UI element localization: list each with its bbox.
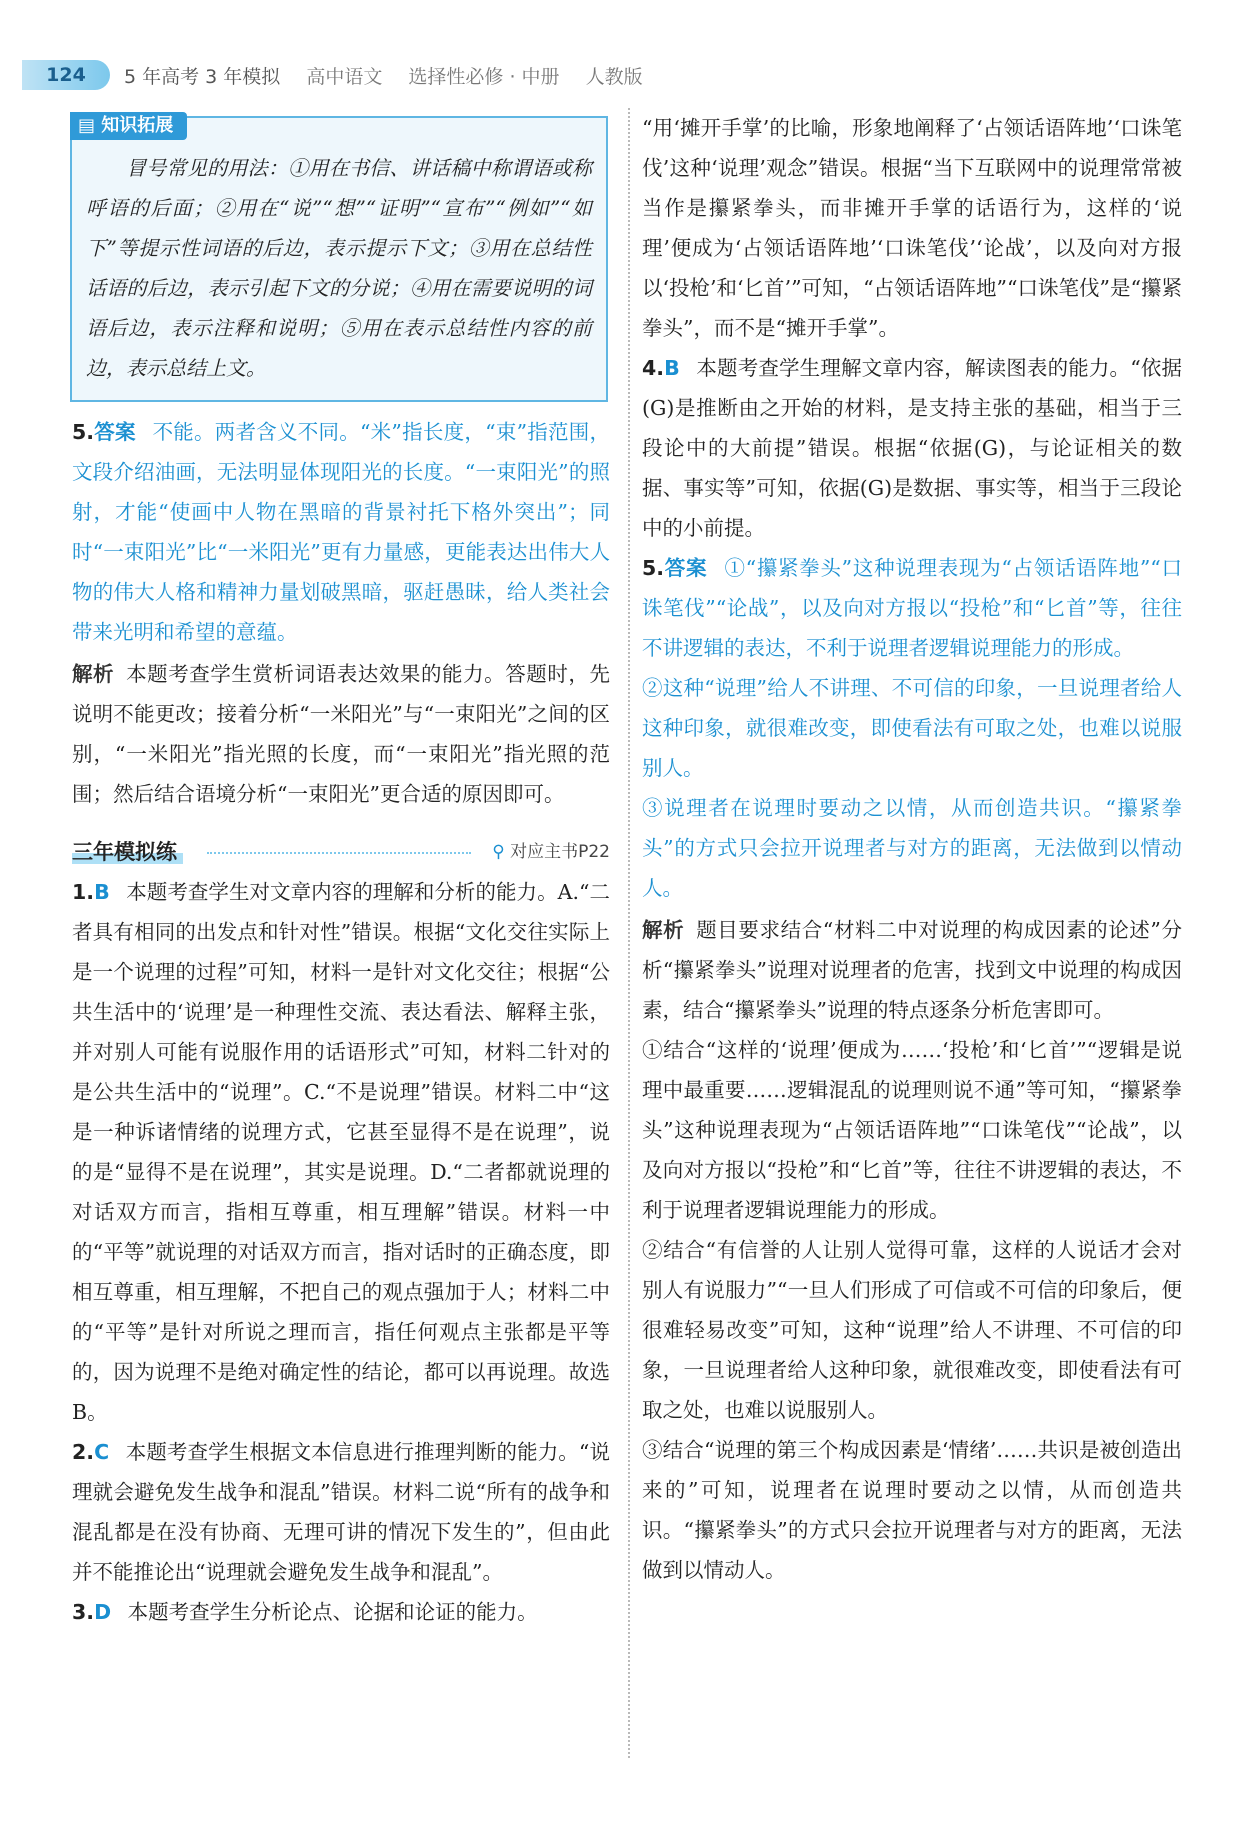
q2-answer: C xyxy=(94,1440,110,1464)
header-subject: 高中语文 xyxy=(306,66,383,88)
q4-answer: B xyxy=(664,356,680,380)
knowledge-box xyxy=(70,116,608,402)
q4-number: 4. xyxy=(642,356,665,380)
page-header xyxy=(0,58,1250,94)
q4-text: 本题考查学生理解文章内容，解读图表的能力。“依据(G)是推断由之开始的材料，是支持主张的基础，相当于三段论中的大前提”错误。根据“依据(G)，与论证相关的数据、事实等”可知，依据(G)是数据、事实等，相当于三段论中的小前提。 xyxy=(642,356,1182,540)
q5b-analysis-label: 解析 xyxy=(642,918,685,942)
column-divider xyxy=(628,108,630,1758)
q5-answer-label: 答案 xyxy=(94,420,136,444)
q2-number: 2. xyxy=(72,1440,95,1464)
book-icon: ▤ xyxy=(78,115,96,136)
section-ref-text: 对应主书P22 xyxy=(510,842,610,862)
magnifier-icon: ⚲ xyxy=(492,842,505,862)
q5-answer-block xyxy=(72,412,610,814)
q5-analysis-label: 解析 xyxy=(72,662,115,686)
knowledge-tag-label: 知识拓展 xyxy=(101,115,174,136)
section-title: 三年模拟练 xyxy=(72,840,183,864)
q5-answer-text: 不能。两者含义不同。“米”指长度，“束”指范围，文段介绍油画，无法明显体现阳光的长度。“一束阳光”的照射，才能“使画中人物在黑暗的背景衬托下格外突出”；同时“一束阳光”比“一米阳光”更有力量感，更能表达出伟大人物的伟大人格和精神力量划破黑暗，驱赶愚昧，给人类社会带来光明和希望的意蕴。 xyxy=(72,420,611,644)
q2-text: 本题考查学生根据文本信息进行推理判断的能力。“说理就会避免发生战争和混乱”错误。材料二说“所有的战争和混乱都是在没有协商、无理可讲的情况下发生的”，但由此并不能推论出“说理就会避免发生战争和混乱”。 xyxy=(72,1440,610,1584)
q1-block xyxy=(72,872,610,1432)
header-book: 选择性必修 · 中册 xyxy=(408,66,560,88)
section-title-bar xyxy=(72,832,610,872)
left-column xyxy=(72,108,610,1632)
header-edition: 人教版 xyxy=(585,66,643,88)
q3-continued-text: “用‘摊开手掌’的比喻，形象地阐释了‘占领话语阵地’‘口诛笔伐’这种‘说理’观念”错误。根据“当下互联网中的说理常常被当作是攥紧拳头，而非摊开手掌的话语行为，这样的‘说理’便成为‘占领话语阵地’‘口诛笔伐’‘论战’，以及向对方报以‘投枪’和‘匕首’”可知，“占领话语阵地”“口诛笔伐”是“攥紧拳头”，而不是“摊开手掌”。 xyxy=(642,116,1182,340)
q5b-analysis-2: ②结合“有信誉的人让别人觉得可靠，这样的人说话才会对别人有说服力”“一旦人们形成了可信或不可信的印象后，便很难轻易改变”可知，这种“说理”给人不讲理、不可信的印象，一旦说理者给人这种印象，就很难改变，即使看法有可取之处，也难以说服别人。 xyxy=(642,1238,1182,1422)
header-brand: 5 年高考 3 年模拟 xyxy=(124,66,281,88)
q5b-analysis-text: 题目要求结合“材料二中对说理的构成因素的论述”分析“攥紧拳头”说理对说理者的危害，找到文中说理的构成因素，结合“攥紧拳头”说理的特点逐条分析危害即可。 xyxy=(642,918,1182,1022)
q1-answer: B xyxy=(94,880,110,904)
knowledge-text: 冒号常见的用法：①用在书信、讲话稿中称谓语或称呼语的后面；②用在“说”“想”“证明”“宣布”“例如”“如下”等提示性词语的后边，表示提示下文；③用在总结性话语的后边，表示引起下文的分说；④用在需要说明的词语后边，表示注释和说明；⑤用在表示总结性内容的前边，表示总结上文。 xyxy=(86,156,592,380)
q5-analysis-text: 本题考查学生赏析词语表达效果的能力。答题时，先说明不能更改；接着分析“一米阳光”与“一束阳光”之间的区别，“一米阳光”指光照的长度，而“一束阳光”指光照的范围；然后结合语境分析“一束阳光”更合适的原因即可。 xyxy=(72,662,610,806)
q5b-analysis-3: ③结合“说理的第三个构成因素是‘情绪’……共识是被创造出来的”可知，说理者在说理时要动之以情，从而创造共识。“攥紧拳头”的方式只会拉开说理者与对方的距离，无法做到以情动人。 xyxy=(642,1438,1182,1582)
q3-text: 本题考查学生分析论点、论据和论证的能力。 xyxy=(127,1600,538,1624)
section-ref xyxy=(492,832,610,872)
q3-block xyxy=(72,1592,610,1632)
q5b-answer-label: 答案 xyxy=(664,556,708,580)
q5b-answer-1: ①“攥紧拳头”这种说理表现为“占领话语阵地”“口诛笔伐”“论战”，以及向对方报以“投枪”和“匕首”等，往往不讲逻辑的表达，不利于说理者逻辑说理能力的形成。 xyxy=(642,556,1182,660)
knowledge-tag xyxy=(70,112,187,140)
q3-number: 3. xyxy=(72,1600,95,1624)
q5b-block xyxy=(642,548,1182,1590)
section-divider xyxy=(207,852,471,854)
q5b-analysis-1: ①结合“这样的‘说理’便成为……‘投枪’和‘匕首’”“逻辑是说理中最重要……逻辑混乱的说理则说不通”等可知，“攥紧拳头”这种说理表现为“占领话语阵地”“口诛笔伐”“论战”，以及向对方报以“投枪”和“匕首”等，往往不讲逻辑的表达，不利于说理者逻辑说理能力的形成。 xyxy=(642,1038,1182,1222)
q5b-answer-3: ③说理者在说理时要动之以情，从而创造共识。“攥紧拳头”的方式只会拉开说理者与对方的距离，无法做到以情动人。 xyxy=(642,796,1182,900)
right-column xyxy=(642,108,1182,1590)
page-number: 124 xyxy=(22,60,110,90)
q1-number: 1. xyxy=(72,880,95,904)
header-text xyxy=(124,62,663,89)
q5b-number: 5. xyxy=(642,556,665,580)
q1-text: 本题考查学生对文章内容的理解和分析的能力。A.“二者具有相同的出发点和针对性”错误。根据“文化交往实际上是一个说理的过程”可知，材料一是针对文化交往；根据“公共生活中的‘说理’是一种理性交流、表达看法、解释主张，并对别人可能有说服作用的话语形式”可知，材料二针对的是公共生活中的“说理”。C.“不是说理”错误。材料二中“这是一种诉诸情绪的说理方式，它甚至显得不是在说理”，说的是“显得不是在说理”，其实是说理。D.“二者都就说理的对话双方而言，指相互尊重，相互理解”错误。材料一中的“平等”就说理的对话双方而言，指对话时的正确态度，即相互尊重，相互理解，不把自己的观点强加于人；材料二中的“平等”是针对所说之理而言，指任何观点主张都是平等的，因为说理不是绝对确定性的结论，都可以再说理。故选B。 xyxy=(72,880,610,1424)
q5-number: 5. xyxy=(72,420,95,444)
q4-block xyxy=(642,348,1182,548)
q3-answer: D xyxy=(94,1600,112,1624)
q5b-answer-2: ②这种“说理”给人不讲理、不可信的印象，一旦说理者给人这种印象，就很难改变，即使看法有可取之处，也难以说服别人。 xyxy=(642,676,1182,780)
q2-block xyxy=(72,1432,610,1592)
